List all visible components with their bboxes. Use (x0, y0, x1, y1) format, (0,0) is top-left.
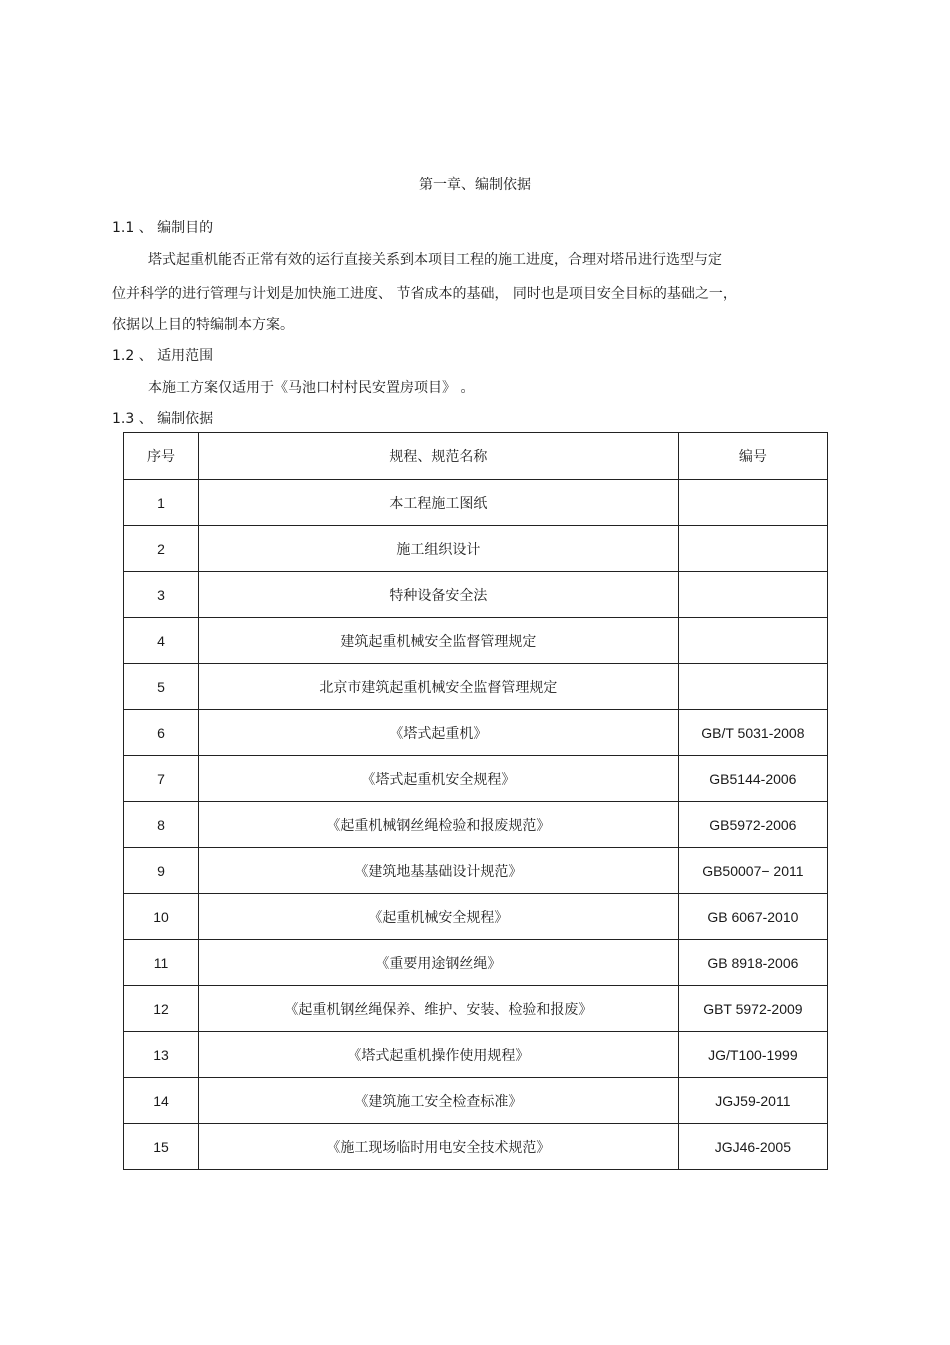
scope-text: 本施工方案仅适用于《马池口村村民安置房项目》 。 (148, 380, 475, 396)
cell-code: GB5144-2006 (678, 756, 827, 802)
section-heading-1-2: 1.2 、 适用范围 (112, 348, 214, 364)
cell-number: 13 (124, 1032, 199, 1078)
cell-code: GB50007− 2011 (678, 848, 827, 894)
paragraph-line: 位并科学的进行管理与计划是加快施工进度、 节省成本的基础， 同时也是项目安全目标的基础之一， (112, 286, 737, 302)
cell-code: JGJ46-2005 (678, 1124, 827, 1170)
cell-name: 《塔式起重机安全规程》 (199, 756, 679, 802)
table-row (124, 848, 828, 894)
cell-name: 北京市建筑起重机械安全监督管理规定 (199, 664, 679, 710)
table-row (124, 802, 828, 848)
cell-name: 建筑起重机械安全监督管理规定 (199, 618, 679, 664)
table-row (124, 1078, 828, 1124)
cell-code: GB 6067-2010 (678, 894, 827, 940)
cell-name: 特种设备安全法 (199, 572, 679, 618)
cell-number: 7 (124, 756, 199, 802)
cell-number: 10 (124, 894, 199, 940)
cell-name: 本工程施工图纸 (199, 480, 679, 526)
cell-name: 《塔式起重机操作使用规程》 (199, 1032, 679, 1078)
cell-name: 《塔式起重机》 (199, 710, 679, 756)
cell-code (678, 618, 827, 664)
table-row (124, 710, 828, 756)
cell-code: JG/T100-1999 (678, 1032, 827, 1078)
header-number: 序号 (124, 433, 199, 480)
cell-number: 5 (124, 664, 199, 710)
cell-code (678, 526, 827, 572)
cell-code (678, 664, 827, 710)
cell-name: 《建筑施工安全检查标准》 (199, 1078, 679, 1124)
table-row (124, 986, 828, 1032)
cell-code: GB/T 5031-2008 (678, 710, 827, 756)
cell-number: 9 (124, 848, 199, 894)
cell-name: 《建筑地基基础设计规范》 (199, 848, 679, 894)
table-row (124, 572, 828, 618)
cell-code (678, 480, 827, 526)
cell-number: 3 (124, 572, 199, 618)
cell-code: GB5972-2006 (678, 802, 827, 848)
table-row (124, 1032, 828, 1078)
cell-name: 《重要用途钢丝绳》 (199, 940, 679, 986)
table-row (124, 526, 828, 572)
paragraph-line: 塔式起重机能否正常有效的运行直接关系到本项目工程的施工进度，合理对塔吊进行选型与定 (148, 252, 722, 268)
cell-number: 12 (124, 986, 199, 1032)
cell-number: 11 (124, 940, 199, 986)
table-row (124, 1124, 828, 1170)
table-row (124, 756, 828, 802)
section-heading-1-1: 1.1 、 编制目的 (112, 220, 214, 236)
cell-name: 《施工现场临时用电安全技术规范》 (199, 1124, 679, 1170)
table-row (124, 664, 828, 710)
cell-number: 2 (124, 526, 199, 572)
cell-number: 8 (124, 802, 199, 848)
cell-code: GB 8918-2006 (678, 940, 827, 986)
cell-name: 《起重机械安全规程》 (199, 894, 679, 940)
chapter-title: 第一章、编制依据 (419, 177, 531, 193)
cell-code: GBT 5972-2009 (678, 986, 827, 1032)
cell-code (678, 572, 827, 618)
table-row (124, 894, 828, 940)
cell-number: 14 (124, 1078, 199, 1124)
table-body (124, 480, 828, 1170)
header-name: 规程、规范名称 (199, 433, 679, 480)
section-heading-1-3: 1.3 、 编制依据 (112, 411, 214, 427)
table-header-row (124, 433, 828, 480)
paragraph-line: 依据以上目的特编制本方案。 (112, 317, 294, 333)
cell-number: 15 (124, 1124, 199, 1170)
cell-number: 1 (124, 480, 199, 526)
table-row (124, 618, 828, 664)
cell-number: 6 (124, 710, 199, 756)
cell-name: 施工组织设计 (199, 526, 679, 572)
cell-code: JGJ59-2011 (678, 1078, 827, 1124)
table-row (124, 940, 828, 986)
header-code: 编号 (678, 433, 827, 480)
cell-name: 《起重机钢丝绳保养、维护、安装、检验和报废》 (199, 986, 679, 1032)
table-row (124, 480, 828, 526)
cell-name: 《起重机械钢丝绳检验和报废规范》 (199, 802, 679, 848)
reference-table (123, 432, 828, 1170)
cell-number: 4 (124, 618, 199, 664)
